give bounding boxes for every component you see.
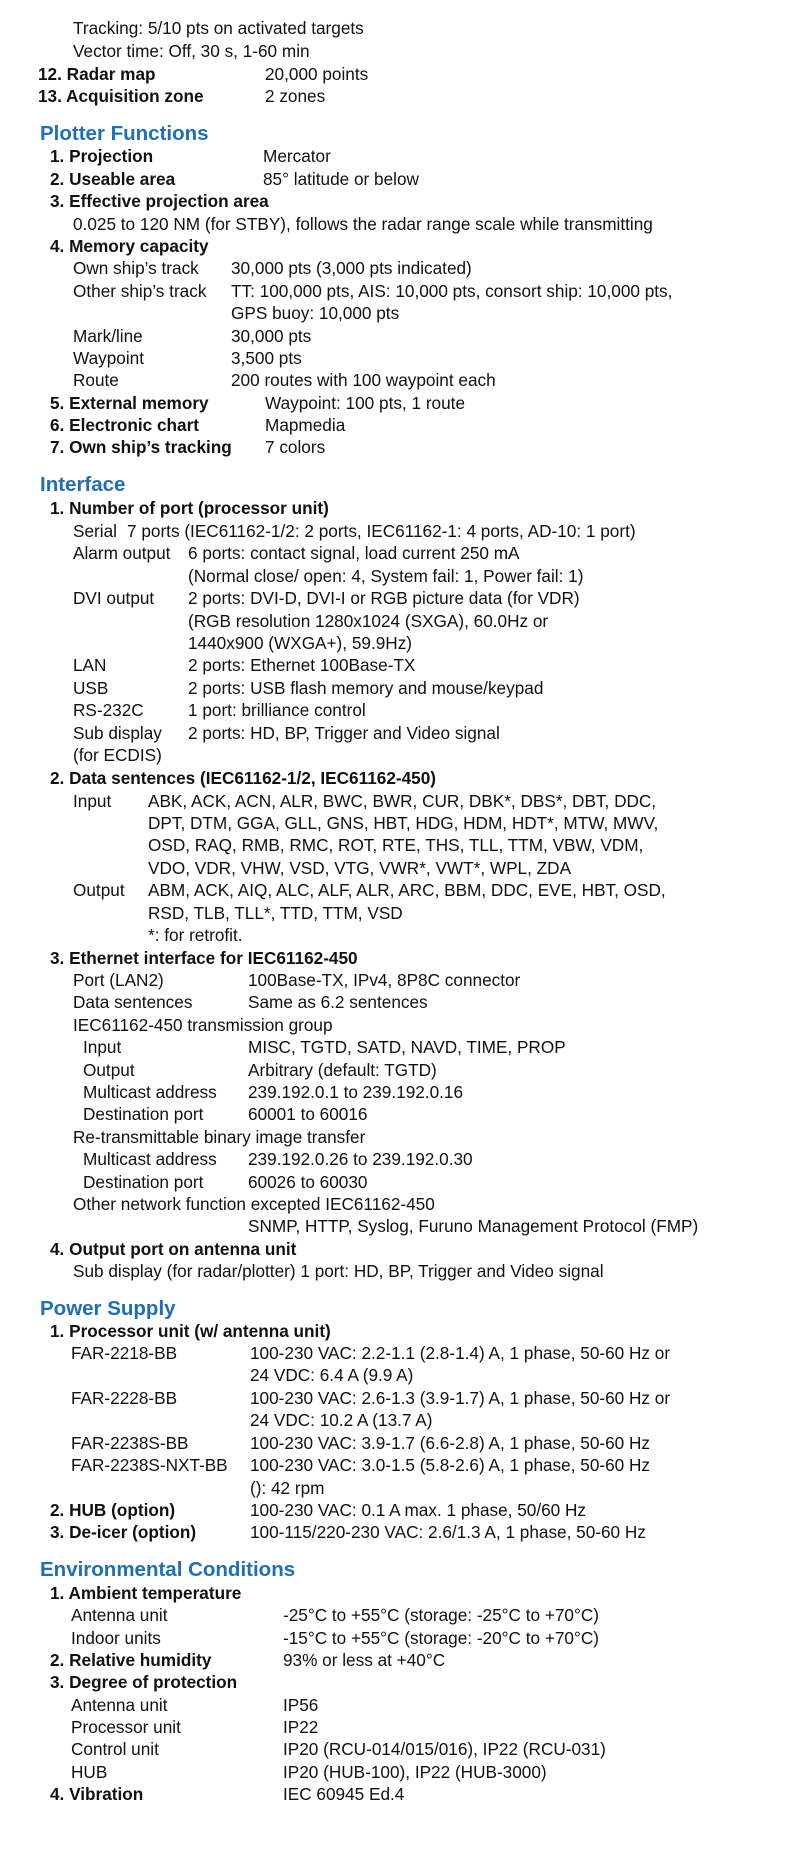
useable-area-value: 85° latitude or below (263, 169, 419, 189)
dvi-output-value-cont2: 1440x900 (WXGA+), 59.9Hz) (188, 633, 413, 653)
model-label: FAR-2238S-NXT-BB (71, 1455, 228, 1475)
radar-map-label: 12. Radar map (38, 64, 156, 84)
lan2-port-value: 100Base-TX, IPv4, 8P8C connector (248, 970, 521, 990)
other-track-value: TT: 100,000 pts, AIS: 10,000 pts, consort ship: 10,000 pts, (231, 281, 673, 301)
output-sentences-line: ABM, ACK, AIQ, ALC, ALF, ALR, ARC, BBM, DDC, EVE, HBT, OSD, (148, 880, 666, 900)
humidity-label: 2. Relative humidity (50, 1650, 212, 1670)
protection-row-label: HUB (71, 1762, 108, 1782)
antenna-unit-temp: -25°C to +55°C (storage: -25°C to +70°C) (283, 1605, 600, 1625)
protection-label: 3. Degree of protection (50, 1672, 238, 1692)
protection-row-label: Control unit (71, 1739, 159, 1759)
protection-row-label: Processor unit (71, 1717, 181, 1737)
model-value-cont: 24 VDC: 6.4 A (9.9 A) (250, 1365, 414, 1385)
multicast2-label: Multicast address (83, 1149, 217, 1169)
hub-label: 2. HUB (option) (50, 1500, 176, 1520)
antenna-port-label: 4. Output port on antenna unit (50, 1239, 297, 1259)
retrofit-note: *: for retrofit. (148, 925, 243, 945)
external-memory-label: 5. External memory (50, 393, 209, 413)
useable-area-label: 2. Useable area (50, 169, 176, 189)
protection-row-value: IP56 (283, 1695, 319, 1715)
group-input-value: MISC, TGTD, SATD, NAVD, TIME, PROP (248, 1037, 566, 1057)
transmission-group-label: IEC61162-450 transmission group (73, 1015, 333, 1035)
waypoint-label: Waypoint (73, 348, 145, 368)
waypoint-value: 3,500 pts (231, 348, 302, 368)
effective-area-text: 0.025 to 120 NM (for STBY), follows the radar range scale while transmitting (73, 214, 653, 234)
ambient-temperature-label: 1. Ambient temperature (50, 1583, 242, 1603)
radar-map-value: 20,000 points (265, 64, 369, 84)
input-sentences-line: DPT, DTM, GGA, GLL, GNS, HBT, HDG, HDM, HDT*, MTW, MWV, (148, 813, 659, 833)
own-track-value: 30,000 pts (3,000 pts indicated) (231, 258, 472, 278)
sub-display-label-cont: (for ECDIS) (73, 745, 162, 765)
model-value: 100-230 VAC: 3.0-1.5 (5.8-2.6) A, 1 phase, 50-60 Hz (250, 1455, 651, 1475)
model-value: 100-230 VAC: 2.6-1.3 (3.9-1.7) A, 1 phase, 50-60 Hz or (250, 1388, 671, 1408)
deicer-label: 3. De-icer (option) (50, 1522, 197, 1542)
group-output-label: Output (83, 1060, 135, 1080)
protection-row-value: IP22 (283, 1717, 319, 1737)
output-label: Output (73, 880, 125, 900)
environmental-heading: Environmental Conditions (40, 1558, 296, 1581)
power-supply-heading: Power Supply (40, 1297, 176, 1320)
indoor-units-label: Indoor units (71, 1628, 161, 1648)
other-track-label: Other ship’s track (73, 281, 207, 301)
multicast-label: Multicast address (83, 1082, 217, 1102)
model-value-cont: (): 42 rpm (250, 1478, 325, 1498)
rs232c-label: RS-232C (73, 700, 144, 720)
own-tracking-value: 7 colors (265, 437, 326, 457)
model-label: FAR-2238S-BB (71, 1433, 189, 1453)
electronic-chart-label: 6. Electronic chart (50, 415, 200, 435)
interface-heading: Interface (40, 473, 126, 496)
mark-line-value: 30,000 pts (231, 326, 312, 346)
plotter-functions-heading: Plotter Functions (40, 122, 209, 145)
dest-port2-label: Destination port (83, 1172, 204, 1192)
processor-unit-label: 1. Processor unit (w/ antenna unit) (50, 1321, 331, 1341)
model-label: FAR-2228-BB (71, 1388, 178, 1408)
sub-display-value: 2 ports: HD, BP, Trigger and Video signal (188, 723, 500, 743)
other-network-value: SNMP, HTTP, Syslog, Furuno Management Protocol (FMP) (248, 1216, 699, 1236)
ports-label: 1. Number of port (processor unit) (50, 498, 329, 518)
model-value: 100-230 VAC: 3.9-1.7 (6.6-2.8) A, 1 phase, 50-60 Hz (250, 1433, 651, 1453)
data-sentences-label: 2. Data sentences (IEC61162-1/2, IEC61162-450) (50, 768, 436, 788)
antenna-port-text: Sub display (for radar/plotter) 1 port: HD, BP, Trigger and Video signal (73, 1261, 604, 1281)
effective-area-label: 3. Effective projection area (50, 191, 269, 211)
own-tracking-label: 7. Own ship’s tracking (50, 437, 232, 457)
hub-value: 100-230 VAC: 0.1 A max. 1 phase, 50/60 Hz (250, 1500, 587, 1520)
vibration-value: IEC 60945 Ed.4 (283, 1784, 405, 1804)
lan-label: LAN (73, 655, 107, 675)
route-value: 200 routes with 100 waypoint each (231, 370, 496, 390)
input-sentences-line: OSD, RAQ, RMB, RMC, ROT, RTE, THS, TLL, TTM, VBW, VDM, (148, 835, 644, 855)
dest-port-label: Destination port (83, 1104, 204, 1124)
alarm-output-value-cont: (Normal close/ open: 4, System fail: 1, Power fail: 1) (188, 566, 584, 586)
dest-port2-value: 60026 to 60030 (248, 1172, 368, 1192)
vector-time-text: Vector time: Off, 30 s, 1-60 min (73, 41, 310, 61)
usb-value: 2 ports: USB flash memory and mouse/keypad (188, 678, 544, 698)
projection-label: 1. Projection (50, 146, 154, 166)
input-sentences-line: VDO, VDR, VHW, VSD, VTG, VWR*, VWT*, WPL, ZDA (148, 858, 572, 878)
other-track-value-cont: GPS buoy: 10,000 pts (231, 303, 400, 323)
output-sentences-line: RSD, TLB, TLL*, TTD, TTM, VSD (148, 903, 403, 923)
acquisition-zone-label: 13. Acquisition zone (38, 86, 204, 106)
dvi-output-label: DVI output (73, 588, 155, 608)
sub-display-label: Sub display (73, 723, 162, 743)
lan2-port-label: Port (LAN2) (73, 970, 164, 990)
mark-line-label: Mark/line (73, 326, 143, 346)
tracking-text: Tracking: 5/10 pts on activated targets (73, 18, 364, 38)
external-memory-value: Waypoint: 100 pts, 1 route (265, 393, 465, 413)
lan-value: 2 ports: Ethernet 100Base-TX (188, 655, 416, 675)
dvi-output-value-cont: (RGB resolution 1280x1024 (SXGA), 60.0Hz or (188, 611, 549, 631)
route-label: Route (73, 370, 119, 390)
vibration-label: 4. Vibration (50, 1784, 144, 1804)
antenna-unit-label: Antenna unit (71, 1605, 168, 1625)
humidity-value: 93% or less at +40°C (283, 1650, 446, 1670)
other-network-label: Other network function excepted IEC61162-450 (73, 1194, 435, 1214)
usb-label: USB (73, 678, 109, 698)
memory-capacity-label: 4. Memory capacity (50, 236, 209, 256)
input-label: Input (73, 791, 112, 811)
ethernet-label: 3. Ethernet interface for IEC61162-450 (50, 948, 358, 968)
serial-label: Serial (73, 521, 117, 541)
own-track-label: Own ship’s track (73, 258, 199, 278)
multicast-value: 239.192.0.1 to 239.192.0.16 (248, 1082, 464, 1102)
indoor-units-temp: -15°C to +55°C (storage: -20°C to +70°C) (283, 1628, 600, 1648)
alarm-output-label: Alarm output (73, 543, 171, 563)
protection-row-label: Antenna unit (71, 1695, 168, 1715)
alarm-output-value: 6 ports: contact signal, load current 250 mA (188, 543, 520, 563)
serial-value: 7 ports (IEC61162-1/2: 2 ports, IEC61162-1: 4 ports, AD-10: 1 port) (127, 521, 636, 541)
rs232c-value: 1 port: brilliance control (188, 700, 366, 720)
model-label: FAR-2218-BB (71, 1343, 178, 1363)
protection-row-value: IP20 (HUB-100), IP22 (HUB-3000) (283, 1762, 547, 1782)
input-sentences-line: ABK, ACK, ACN, ALR, BWC, BWR, CUR, DBK*, DBS*, DBT, DDC, (148, 791, 657, 811)
protection-row-value: IP20 (RCU-014/015/016), IP22 (RCU-031) (283, 1739, 606, 1759)
deicer-value: 100-115/220-230 VAC: 2.6/1.3 A, 1 phase, 50-60 Hz (250, 1522, 646, 1542)
dvi-output-value: 2 ports: DVI-D, DVI-I or RGB picture data (for VDR) (188, 588, 580, 608)
projection-value: Mercator (263, 146, 331, 166)
eth-data-sentences-label: Data sentences (73, 992, 193, 1012)
multicast2-value: 239.192.0.26 to 239.192.0.30 (248, 1149, 473, 1169)
acquisition-zone-value: 2 zones (265, 86, 326, 106)
model-value: 100-230 VAC: 2.2-1.1 (2.8-1.4) A, 1 phase, 50-60 Hz or (250, 1343, 671, 1363)
group-output-value: Arbitrary (default: TGTD) (248, 1060, 437, 1080)
electronic-chart-value: Mapmedia (265, 415, 346, 435)
dest-port-value: 60001 to 60016 (248, 1104, 368, 1124)
group-input-label: Input (83, 1037, 122, 1057)
binary-transfer-label: Re-transmittable binary image transfer (73, 1127, 366, 1147)
eth-data-sentences-value: Same as 6.2 sentences (248, 992, 428, 1012)
model-value-cont: 24 VDC: 10.2 A (13.7 A) (250, 1410, 433, 1430)
